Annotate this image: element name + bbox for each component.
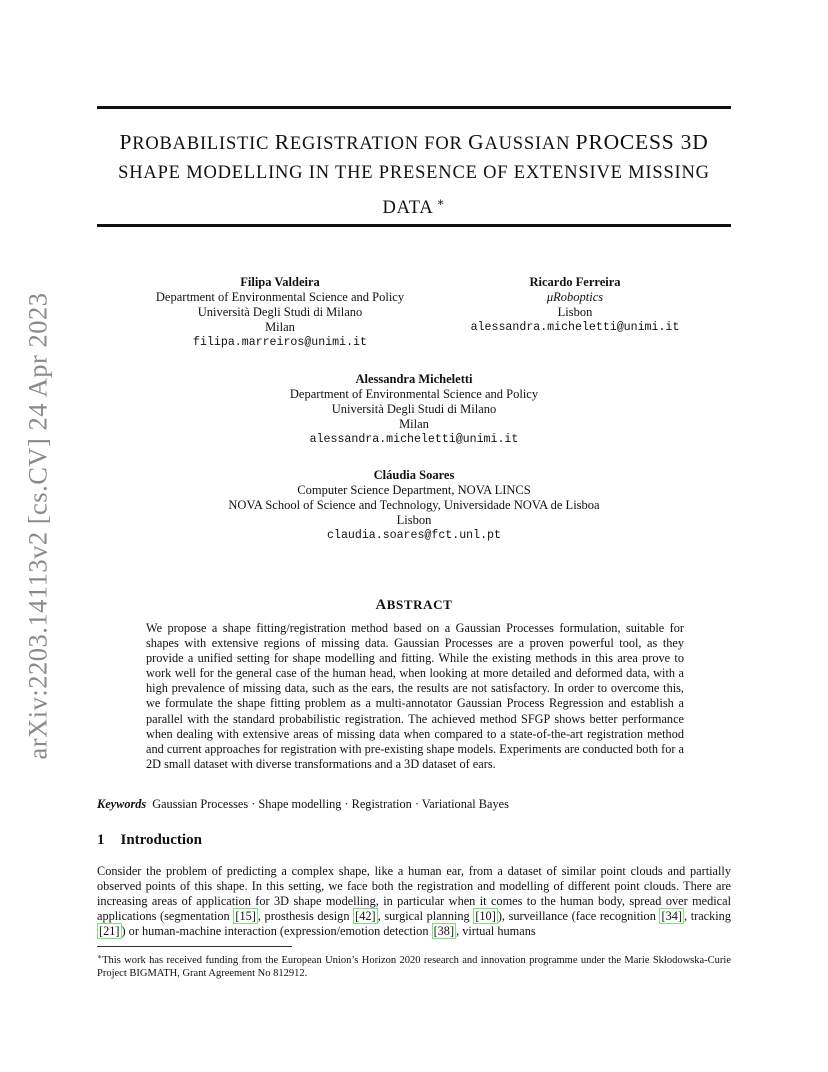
author-institution: NOVA School of Science and Technology, Universidade NOVA de Lisboa: [228, 498, 600, 512]
paper-title: [97, 128, 731, 223]
citation-link[interactable]: [38]: [433, 924, 455, 939]
section-number: 1: [97, 832, 105, 848]
keywords-label: Keywords: [97, 797, 147, 811]
author-city: Lisbon: [396, 513, 432, 527]
abstract-heading: ABSTRACT: [375, 597, 453, 613]
author-block-1: [140, 275, 420, 350]
author-block-2: [450, 275, 700, 335]
keywords-text: Gaussian Processes · Shape modelling · Registration · Variational Bayes: [152, 797, 509, 811]
section-title: Introduction: [120, 832, 202, 848]
citation-link[interactable]: [21]: [99, 924, 120, 939]
author-name: Ricardo Ferreira: [529, 275, 621, 289]
author-email[interactable]: claudia.soares@fct.unl.pt: [327, 529, 501, 542]
author-institution: Università Degli Studi di Milano: [331, 402, 497, 416]
footnote-rule: [97, 946, 292, 947]
title-rule-top: [97, 106, 731, 109]
citation-link[interactable]: [42]: [355, 909, 376, 924]
citation-link[interactable]: [10]: [475, 909, 496, 924]
abstract-body: We propose a shape fitting/registration method based on a Gaussian Processes formulation, suitable for shapes with extensive regions of missing data. Gaussian Processes are a proven powerful tool, as they provide a unified setting for shape modelling and fitting. While the existing methods in this area prove to work well for the general case of the human head, when looking at more detailed and deformed data, with a high prevalence of missing data, such as the ears, the results are not satisfactory. In order to overcome this, we formulate the shape fitting problem as a multi-annotator Gaussian Process Regression and establish a parallel with the standard probabilistic registration. The achieved method SFGP shows better performance when dealing with extensive areas of missing data when compared to a state-of-the-art registration method and current approaches for registration with pre-existing shape models. Experiments are conducted both for a 2D small dataset with diverse transformations and a 3D dataset of ears.: [146, 621, 684, 771]
footnote-text: This work has received funding from the European Union’s Horizon 2020 research and innovation programme under the Marie Skłodowska-Curie Project BIGMATH, Grant Agreement No 812912.: [97, 955, 731, 979]
author-affiliation: Department of Environmental Science and Policy: [155, 290, 405, 304]
arxiv-sidebar: [18, 286, 58, 766]
author-block-3: [214, 372, 614, 447]
author-name: Filipa Valdeira: [240, 275, 320, 289]
title-rule-bottom: [97, 224, 731, 227]
author-city: Milan: [265, 320, 295, 334]
author-affiliation: Department of Environmental Science and Policy: [289, 387, 539, 401]
footnote-mark: ∗: [97, 952, 103, 961]
author-email[interactable]: filipa.marreiros@unimi.it: [193, 336, 367, 349]
title-line-3: DATA ∗: [382, 195, 446, 218]
footnote: [97, 950, 731, 980]
section-heading: [97, 832, 202, 849]
author-city: Lisbon: [557, 305, 593, 319]
title-line-2: SHAPE MODELLING IN THE PRESENCE OF EXTENSIVE MISSING: [118, 163, 710, 183]
author-name: Cláudia Soares: [373, 468, 455, 482]
author-city: Milan: [399, 417, 429, 431]
author-block-4: [164, 468, 664, 543]
author-email[interactable]: alessandra.micheletti@unimi.it: [470, 321, 680, 334]
author-affiliation: Computer Science Department, NOVA LINCS: [297, 483, 531, 497]
keywords-line: [97, 797, 509, 812]
author-email[interactable]: alessandra.micheletti@unimi.it: [309, 433, 519, 446]
author-name: Alessandra Micheletti: [355, 372, 473, 386]
citation-link[interactable]: [34]: [661, 909, 682, 924]
arxiv-identifier: arXiv:2203.14113v2 [cs.CV] 24 Apr 2023: [22, 292, 53, 760]
citation-link[interactable]: [15]: [235, 909, 256, 924]
author-affiliation: μRoboptics: [546, 290, 604, 304]
title-footnote-mark: ∗: [436, 195, 446, 209]
title-line-1: PROBABILISTIC REGISTRATION FOR GAUSSIAN PROCESS 3D: [119, 130, 709, 154]
author-institution: Università Degli Studi di Milano: [197, 305, 363, 319]
intro-paragraph: Consider the problem of predicting a complex shape, like a human ear, from a dataset of similar point clouds and partially observed points of this shape. In this setting, we face both the registration and modelling of different point clouds. There are increasing areas of application for 3D shape modelling, in particular when it comes to the human body, spread over medical applications (segmentation [15] , prosthesis design [42] , surgical planning [10] ), surveillance (face recognition [34] , tracking [21] ) or human-machine interaction (expression/emotion detection [38] , virtual humans: [97, 864, 731, 939]
